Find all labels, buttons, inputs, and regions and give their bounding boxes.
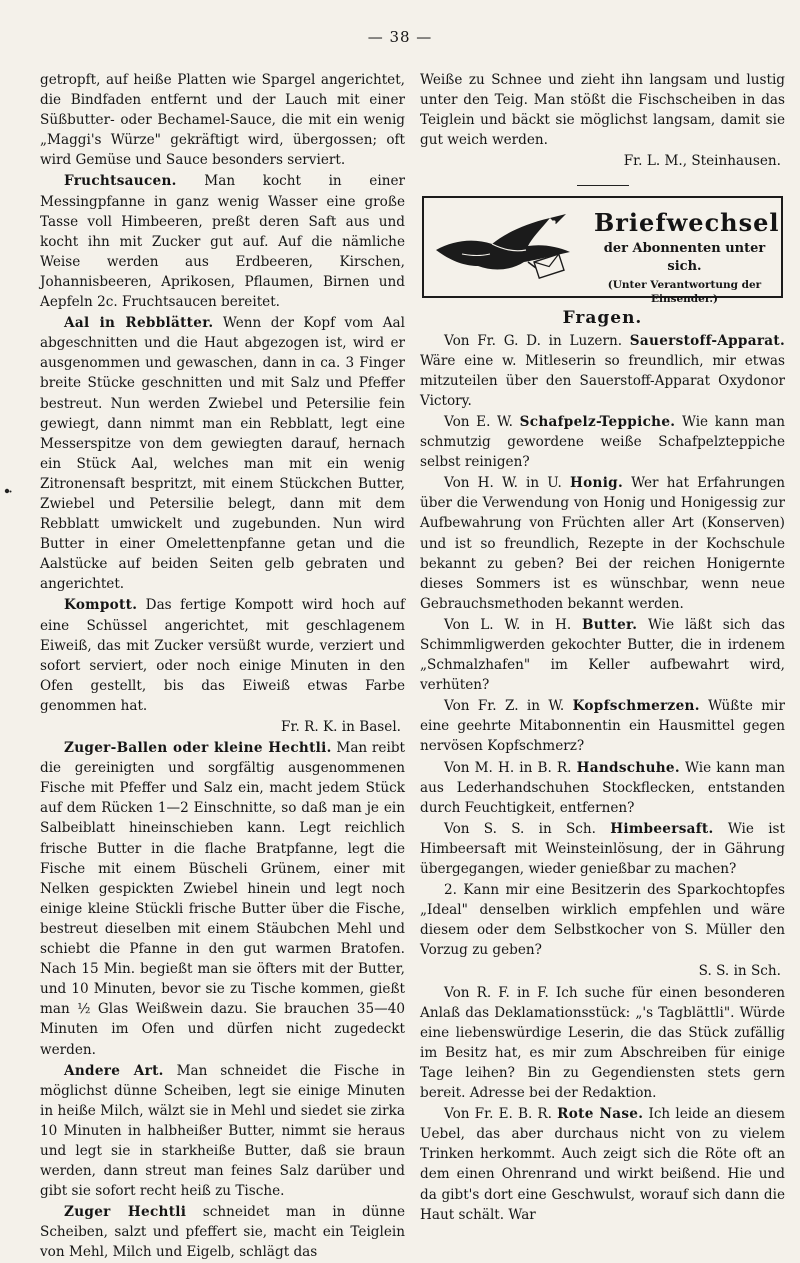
recipe-text: Man reibt die gereinigten und sorgfältig ausgenommenen Fische mit Pfeffer und Salz ein, macht jedem Stück auf dem Rücken 1—2 Einschnitte, so daß man je ein Salbeiblatt hineinschieben kann. Legt reichlich frische Butter in die flache Bratpfanne, legt die Fische mit einem Büscheli Grünem, einer mit Nelken gespickten Zwiebel hinein und legt noch einige kleine Stückli frische Butter über die Fische, bestreut dieselben mit einem Stäubchen Mehl und schiebt die Pfanne in den gut warmen Bratofen. Nach 15 Min. begießt man sie öfters mit der Butter, und 10 Minuten, bevor sie zu Tische kommen, gießt man ½ Glas Weißwein dazu. Sie brauchen 35—40 Minuten im Ofen und dürfen nicht zugedeckt werden. [40, 740, 405, 1058]
question-heading: Kopfschmerzen. [572, 698, 700, 715]
recipe-heading: Fruchtsaucen. [64, 173, 177, 190]
recipe-paragraph [40, 171, 405, 312]
question-heading: Himbeersaft. [610, 820, 714, 837]
recipe-text: Wenn der Kopf vom Aal abgeschnitten und die Haut abgezogen ist, wird er ausgenommen und gewaschen, dann in ca. 3 Finger breite Stücke geschnitten und mit Salz und Pfeffer bestreut. Nun werden Zwiebel und Petersilie fein gewiegt, dann nimmt man ein Rebblatt, legt eine Messerspitze von dem gewiegten darauf, hernach ein Stück Aal, welches man mit ein wenig Zitronensaft bespritzt, mit einem Stückchen Butter, Zwiebel und Petersilie belegt, dann mit dem Rebblatt umwickelt und zugebunden. Nun wird Butter in einer Omelettenpfanne getan und die Aalstücke auf beiden Seiten gelb gebraten und angerichtet. [40, 315, 405, 593]
question-text: Von R. F. in F. Ich suche für einen besonderen Anlaß das Deklamationsstück: „'s Tagblättli". Würde eine liebenswürdige Leserin, die das Stück zufällig im Besitz hat, es mir zum Abschreiben für einige Tage leihen? Bin zu Gegendiensten stets gern bereit. Adresse bei der Redaktion. [420, 984, 785, 1102]
fragen-heading: Fragen. [562, 308, 643, 329]
question-heading: Rote Nase. [557, 1106, 644, 1123]
recipe-text: Man schneidet die Fische in möglichst dünne Scheiben, legt sie einige Minuten in heiße Milch, wälzt sie in Mehl und siedet sie zirka 10 Minuten in halbheißer Butter, nimmt sie heraus und legt sie in starkheiße Butter, daß sie braun werden, dann streut man feines Salz darüber und gibt sie sofort recht heiß zu Tische. [40, 1062, 405, 1200]
recipe-paragraph [40, 738, 405, 1060]
question-paragraph [420, 696, 785, 756]
question-text: Wüßte mir eine geehrte Mitabonnentin ein Hausmittel gegen nervösen Kopfschmerz? [420, 698, 785, 755]
question-text: Wie läßt sich das Schimmligwerden gekochter Butter, die in irdenem „Schmalzhafen" im Keller aufbewahrt wird, verhüten? [420, 616, 785, 694]
question-paragraph [420, 331, 785, 411]
question-lead: Von Fr. Z. in W. [444, 698, 565, 715]
question-text: Wie kann man aus Lederhandschuhen Stockflecken, entstanden durch Feuchtigkeit, entfernen? [420, 759, 785, 816]
recipe-heading: Zuger-Ballen oder kleine Hechtli. [64, 740, 332, 757]
recipe-text: schneidet man in dünne Scheiben, salzt und pfeffert sie, macht ein Teiglein von Mehl, Milch und Eigelb, schlägt das [40, 1204, 405, 1261]
recipe-paragraph [40, 595, 405, 716]
recipe-continuation: Weiße zu Schnee und zieht ihn langsam und lustig unter den Teig. Man stößt die Fischscheiben in das Teiglein und bäckt sie möglichst langsam, damit sie gut weich werden. [420, 72, 785, 149]
question-text: Wie kann man schmutzig gewordene weiße Schafpelzteppiche selbst reinigen? [420, 413, 785, 471]
question-text: Wäre eine w. Mitleserin so freundlich, mir etwas mitzuteilen über den Sauerstoff-Apparat Oxydonor Victory. [420, 352, 785, 409]
recipe-paragraph [40, 70, 405, 170]
recipe-heading: Aal in Rebblätter. [64, 315, 214, 332]
question-heading: Sauerstoff-Apparat. [629, 332, 786, 349]
section-divider [577, 185, 629, 186]
question-paragraph [420, 819, 785, 879]
question-paragraph [420, 412, 785, 472]
recipe-signature: Fr. L. M., Steinhausen. [623, 153, 781, 170]
recipe-paragraph [40, 1061, 405, 1202]
question-text: Ich leide an diesem Uebel, das aber durchaus nicht von zu vielem Trinken herkommt. Auch zeigt sich die Röte oft an dem einen Ohrenrand und wirkt beißend. Hie und da gibt's dort eine Geschwulst, worauf sich dann die Haut schält. War [420, 1106, 786, 1223]
question-signature: S. S. in Sch. [698, 963, 781, 980]
right-column [420, 70, 785, 1225]
recipe-text: Das fertige Kompott wird hoch auf eine Schüssel angerichtet, mit geschlagenem Eiweiß, das mit Zucker versüßt wurde, verziert und sofort serviert, oder noch einige Minuten in den Ofen gestellt, bis das Eiweiß etwas Farbe genommen hat. [40, 597, 405, 714]
question-heading: Schafpelz-Teppiche. [519, 413, 676, 430]
recipe-paragraph [40, 313, 405, 594]
question-text: Wer hat Erfahrungen über die Verwendung von Honig und Honigessig zur Aufbewahrung von Früchten aller Art (Konserven) und ist so freundlich, Rezepte in der Kochschule bekannt zu geben? Bei der reichen Honigernte dieses Sommers ist es wünschbar, wenn neue Gebrauchsmethoden bekannt werden. [420, 475, 786, 612]
banner-text [594, 208, 780, 306]
question-lead: Von S. S. in Sch. [444, 820, 596, 837]
question-text: 2. Kann mir eine Besitzerin des Sparkochtopfes „Ideal" denselben wirklich empfehlen und wäre diesem oder dem Selbstkocher von S. Müller den Vorzug zu geben? [420, 882, 785, 959]
briefwechsel-banner [422, 196, 783, 306]
question-lead: Von Fr. G. D. in Luzern. [444, 332, 623, 349]
question-lead: Von L. W. in H. [444, 616, 572, 633]
dove-with-letter-icon [432, 210, 582, 286]
question-paragraph [420, 473, 785, 614]
recipe-heading: Zuger Hechtli [64, 1204, 187, 1221]
left-column [40, 70, 405, 1263]
recipe-signature: Fr. R. K. in Basel. [281, 719, 401, 735]
question-heading: Honig. [570, 475, 623, 492]
question-lead: Von Fr. E. B. R. [444, 1106, 552, 1123]
recipe-paragraph [40, 1202, 405, 1262]
question-paragraph [420, 1104, 785, 1225]
question-paragraph [420, 983, 785, 1104]
question-paragraph [420, 880, 785, 960]
ink-speck [4, 488, 12, 494]
recipe-text: getropft, auf heiße Platten wie Spargel angerichtet, die Bindfaden entfernt und der Lauch mit einer Süßbutter- oder Bechamel-Sauce, die mit ein wenig „Maggi's Würze" gekräftigt wird, übergossen; oft wird Gemüse und Sauce besonders serviert. [40, 72, 405, 169]
question-text: Wie ist Himbeersaft mit Weinsteinlösung, der in Gährung übergegangen, wieder genießbar zu machen? [420, 820, 785, 877]
banner-subtitle: der Abonnenten unter sich. [603, 241, 766, 275]
question-paragraph [420, 758, 785, 818]
question-heading: Butter. [581, 616, 638, 633]
question-lead: Von H. W. in U. [444, 475, 562, 492]
recipe-heading: Kompott. [64, 597, 138, 614]
question-paragraph [420, 615, 785, 695]
banner-note: (Unter Verantwortung der Einsender.) [607, 279, 762, 306]
question-lead: Von M. H. in B. R. [444, 759, 572, 776]
question-lead: Von E. W. [444, 413, 513, 430]
recipe-heading: Andere Art. [64, 1062, 164, 1079]
recipe-text: Man kocht in einer Messingpfanne in ganz wenig Wasser eine große Tasse voll Himbeeren, preßt deren Saft aus und kocht ihn mit Zucker gut auf. Auf die nämliche Weise werden aus Erdbeeren, Kirschen, Johannisbeeren, Aprikosen, Pflaumen, Birnen und Aepfeln 2c. Fruchtsaucen bereitet. [40, 173, 405, 311]
page-number: — 38 — [367, 28, 433, 46]
banner-title: Briefwechsel [594, 208, 780, 238]
question-heading: Handschuhe. [576, 759, 680, 776]
